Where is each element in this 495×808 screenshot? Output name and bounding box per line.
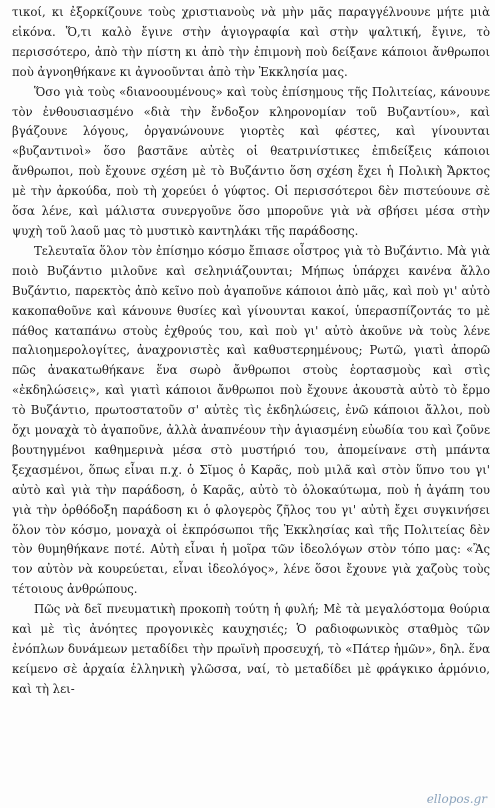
paragraph-4: Πῶς νὰ δεῖ πνευματικὴ προκοπὴ τούτη ἡ φυλή; Μὲ τὰ μεγαλόστομα θούρια καὶ μὲ τὶς ἀνόητες προγονικὲς καυχησιές; Ὁ ραδιοφωνικὸς σταθμὸς τῶν ἐνόπλων δυνάμεων μεταδίδει τὴν πρωϊνὴ προσευχή, τὸ «Πάτερ ἡμῶν», δηλ. ἕνα κείμενο σὲ ἀρχαία ἑλληνικὴ γλῶσσα, ναί, τὸ μεταδίδει μὲ φράγκικο ἁρμόνιο, καὶ τὴ λει- [12,602,490,696]
document-page [12,3,490,700]
paragraph-2: Ὅσο γιὰ τοὺς «διανοουμένους» καὶ τοὺς ἐπίσημους τῆς Πολιτείας, κάνουνε τὸν ἐνθουσιασμένο «διὰ τὴν ἔνδοξον κληρονομίαν τοῦ Βυζαντίου», καὶ βγάζουνε λόγους, ὀργανώνουνε γιορτὲς καὶ φέστες, καὶ γίνουνται «βυζαντινοὶ» ὅσο βαστᾶνε αὐτὲς οἱ θεατρινίστικες ἐπιδείξεις κάποιοι ἄνθρωποι, ποὺ ἔχουνε σχέση μὲ τὸ Βυζάντιο ὅση σχέση ἔχει ἡ Πολικὴ Ἄρκτος μὲ τὴν ἀρκούδα, ποὺ τὴ χορεύει ὁ γύφτος. Οἱ περισσότεροι δὲν πιστεύουνε σὲ ὅσα λένε, καὶ μάλιστα συνεργοῦνε ὅσο μποροῦνε γιὰ νὰ σβήσει μέσα στὴν ψυχὴ τοῦ λαοῦ μας τὸ μυστικὸ καντηλάκι τῆς παράδοσης. [12,84,490,238]
paragraph-3: Τελευταῖα ὅλον τὸν ἐπίσημο κόσμο ἔπιασε οἶστρος γιὰ τὸ Βυζάντιο. Μὰ γιὰ ποιὸ Βυζάντιο μιλοῦνε καὶ σεληνιάζουνται; Μήπως ὑπάρχει κανένα ἄλλο Βυζάντιο, παρεκτὸς ἀπὸ κεῖνο ποὺ ἀγαποῦνε κάποιοι ἀπὸ μᾶς, καὶ ποὺ γι' αὐτὸ κακοπαθοῦνε καὶ κάνουνε θυσίες καὶ γίνουνται κακοί, ὑπερασπίζοντάς το μὲ πάθος καταπάνω στοὺς ἐχθρούς του, καὶ ποὺ γι' αὐτὸ ἀκοῦνε νὰ τοὺς λένε παλιοημερολογίτες, ἀναχρονιστὲς καὶ καθυστερημένους; Ρωτῶ, γιατὶ ἀπορῶ πῶς ἀνακατωθήκανε ἕνα σωρὸ ἄνθρωποι στοὺς ἑορτασμοὺς καὶ στὶς «ἐκδηλώσεις», καὶ γιατὶ κάποιοι ἄνθρωποι ποὺ ἔχουνε ἀκουστὰ αὐτὸ τὸ ἔρμο τὸ Βυζάντιο, πρωτοστατοῦν σ' αὐτὲς τὶς ἐκδηλώσεις, ἐνῶ κάποιοι ἄλλοι, ποὺ ὄχι μοναχὰ τὸ ἀγαποῦνε, ἀλλὰ ἀναπνέουν τὴν ἁγιασμένη εὐωδία του καὶ ζοῦνε βουτηγμένοι καθημερινὰ μέσα στὸ μυστήριό του, ἀπομείνανε στὴ μπάντα ξεχασμένοι, ὅπως εἶναι π.χ. ὁ Σῖμος ὁ Καρᾶς, ποὺ μιλᾶ καὶ στὸν ὕπνο του γι' αὐτὸ καὶ γιὰ τὴν παράδοση, ὁ Καρᾶς, αὐτὸ τὸ ὁλοκαύτωμα, ποὺ ἡ ἀγάπη του γιὰ τὴν ὀρθόδοξη παράδοση κι ὁ φλογερὸς ζῆλος του γι' αὐτὴ ἔχει συγκινήσει ὅλον τὸν κόσμο, μοναχὰ οἱ ἐκπρόσωποι τῆς Ἐκκλησίας καὶ τῆς Πολιτείας δὲν τὸν θυμηθήκανε ποτέ. Αὐτὴ εἶναι ἡ μοῖρα τῶν ἰδεολόγων στὸν τόπο μας: «Ἂς τον αὐτὸν νὰ κουρεύεται, εἶναι ἰδεολόγος», λένε ὅσοι ἔχουνε γιὰ χαζοὺς τοὺς τέτοιους ἀνθρώπους. [12,243,490,597]
paragraph-1: τικοί, κι ἐξορκίζουνε τοὺς χριστιανοὺς νὰ μὴν μᾶς παραγγέλνουνε μήτε μιὰ εἰκόνα. Ὅ,τι καλὸ ἔγινε στὴν ἁγιογραφία καὶ στὴν ψαλτική, ἔγινε, τὸ περισσότερο, ἀπὸ τὴν πίστη κι ἀπὸ τὴν ἐπιμονὴ ποὺ δείξανε κάποιοι ἄνθρωποι ποὺ ἀγνοηθήκανε κι ἀγνοοῦνται ἀπὸ τὴν Ἐκκλησία μας. [12,5,490,79]
watermark: ellopos.gr [426,792,487,806]
